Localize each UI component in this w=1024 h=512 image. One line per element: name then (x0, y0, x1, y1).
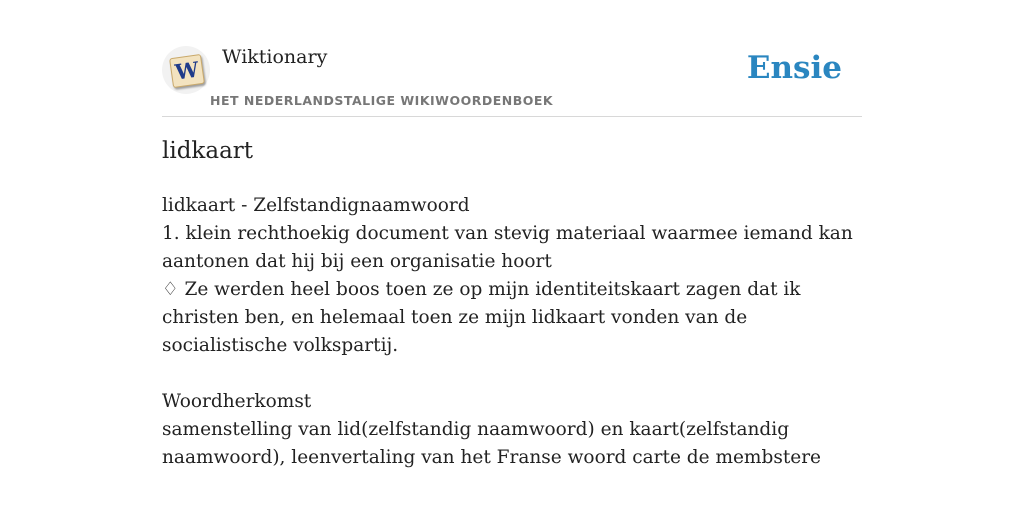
wiktionary-logo[interactable] (162, 46, 210, 94)
definition-text: 1. klein rechthoekig document van stevig materiaal waarmee iemand kan aantonen dat hij bij een organisatie hoort (162, 223, 853, 272)
site-header (162, 40, 862, 117)
example-sentence: ♢ Ze werden heel boos toen ze op mijn identiteitskaart zagen dat ik christen ben, en helemaal toen ze mijn lidkaart vonden van de socialistische volkspartij. (162, 279, 801, 356)
headword-line: lidkaart - Zelfstandignaamwoord (162, 195, 470, 216)
etymology-text: samenstelling van lid(zelfstandig naamwoord) en kaart(zelfstandig naamwoord), leenvertaling van het Franse woord carte de membstere (162, 419, 821, 468)
section-spacer (162, 360, 874, 388)
ensie-brand-link[interactable]: Ensie (746, 50, 842, 86)
wiktionary-logo-icon: W (169, 54, 205, 88)
site-name[interactable]: Wiktionary (222, 46, 328, 68)
site-tagline: HET NEDERLANDSTALIGE WIKIWOORDENBOEK (210, 93, 554, 108)
etymology-heading: Woordherkomst (162, 391, 312, 412)
page-title: lidkaart (162, 138, 254, 164)
entry-content (162, 192, 874, 472)
